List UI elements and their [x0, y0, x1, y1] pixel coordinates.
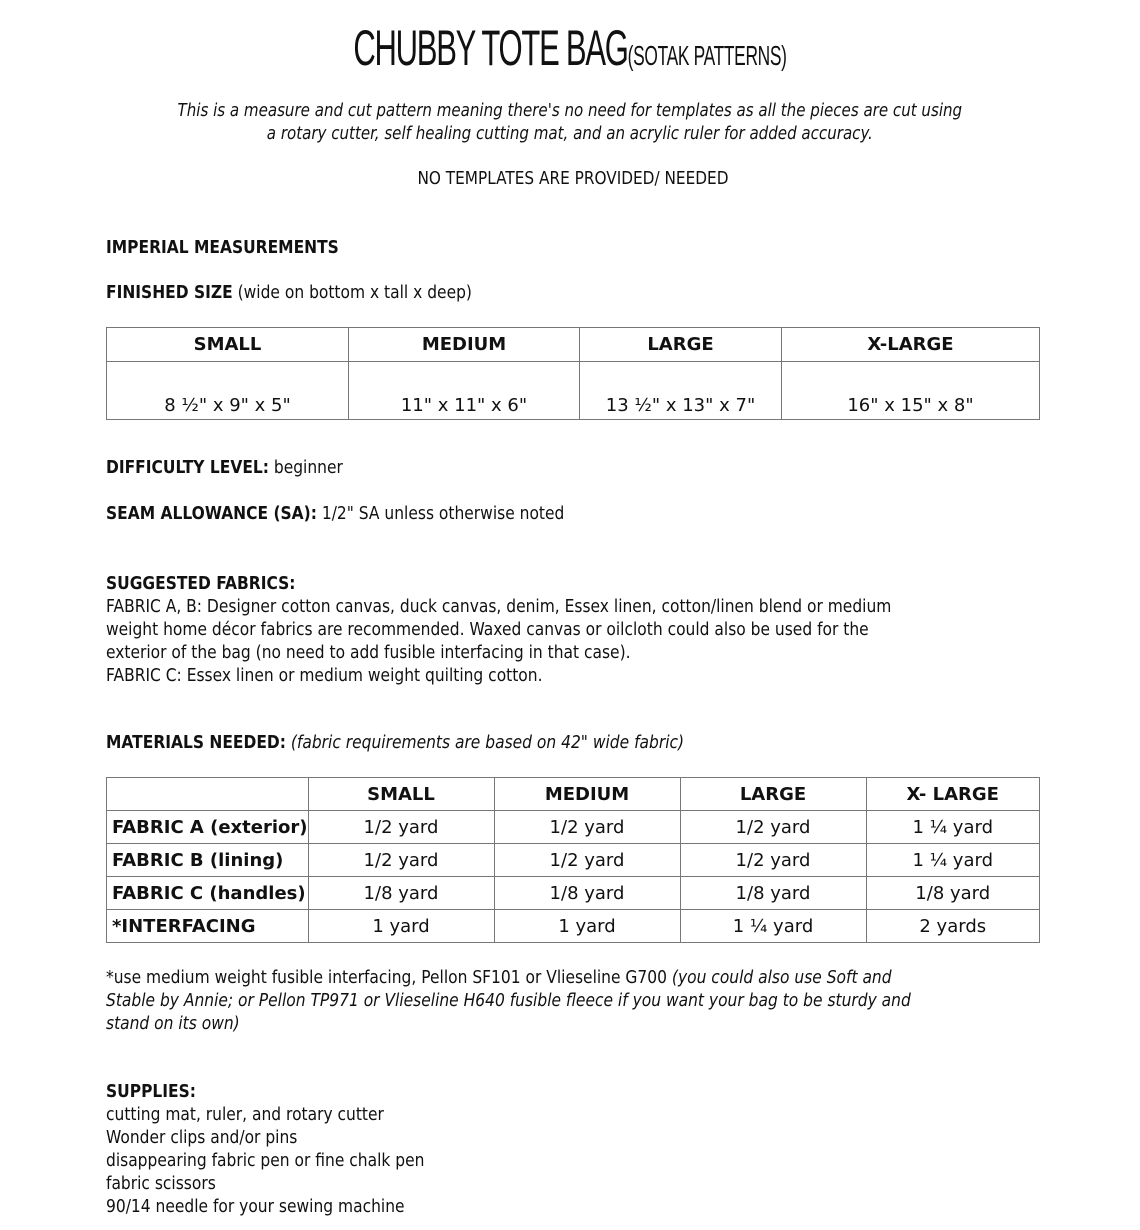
difficulty-value: beginner — [268, 457, 343, 478]
supplies-section — [106, 1080, 476, 1218]
no-templates-text: NO TEMPLATES ARE PROVIDED/ NEEDED — [417, 168, 729, 189]
materials-table — [106, 777, 1040, 943]
cell: 1 ¼ yard — [866, 844, 1040, 877]
table-row — [107, 877, 1040, 910]
materials-header-medium: MEDIUM — [494, 778, 680, 811]
finished-size-line — [106, 281, 532, 304]
cell: 1 yard — [494, 910, 680, 943]
intro-line-1: This is a measure and cut pattern meaning there's no need for templates as all the pieces are cut using — [177, 100, 963, 121]
cell: 1/2 yard — [494, 811, 680, 844]
title-sub: (SOTAK PATTERNS) — [627, 40, 787, 71]
finished-size-note: (wide on bottom x tall x deep) — [232, 282, 472, 303]
cell: 1/2 yard — [308, 811, 494, 844]
materials-needed-line — [106, 731, 778, 754]
seam-allowance-label: SEAM ALLOWANCE (SA): — [106, 503, 317, 524]
cell: 2 yards — [866, 910, 1040, 943]
cell: 1/8 yard — [308, 877, 494, 910]
row-label-fabric-a: FABRIC A (exterior) — [107, 811, 309, 844]
size-value-large: 13 ½" x 13" x 7" — [580, 362, 782, 420]
size-header-xlarge: X-LARGE — [782, 328, 1040, 362]
list-item: cutting mat, ruler, and rotary cutter — [106, 1104, 384, 1125]
materials-header-row — [107, 778, 1040, 811]
table-row — [107, 844, 1040, 877]
size-header-small: SMALL — [107, 328, 349, 362]
fabric-line-4: FABRIC C: Essex linen or medium weight quilting cotton. — [106, 665, 543, 686]
materials-label: MATERIALS NEEDED: — [106, 732, 286, 753]
cell: 1/2 yard — [680, 844, 866, 877]
seam-allowance-line — [106, 502, 639, 525]
difficulty-line — [106, 456, 381, 479]
page-title — [217, 18, 924, 86]
suggested-fabrics-heading: SUGGESTED FABRICS: — [106, 573, 296, 594]
fabric-line-3: exterior of the bag (no need to add fusible interfacing in that case). — [106, 642, 631, 663]
fabric-line-2: weight home décor fabrics are recommended. Waxed canvas or oilcloth could also be used for the — [106, 619, 869, 640]
row-label-fabric-b: FABRIC B (lining) — [107, 844, 309, 877]
cell: 1/2 yard — [680, 811, 866, 844]
list-item: Wonder clips and/or pins — [106, 1127, 298, 1148]
table-row — [107, 910, 1040, 943]
footnote-italic-1: (you could also use Soft and — [671, 967, 892, 988]
cell: 1/8 yard — [866, 877, 1040, 910]
footnote-plain: *use medium weight fusible interfacing, Pellon SF101 or Vlieseline G700 — [106, 967, 672, 988]
size-value-small: 8 ½" x 9" x 5" — [107, 362, 349, 420]
row-label-fabric-c: FABRIC C (handles) — [107, 877, 309, 910]
list-item: fabric scissors — [106, 1173, 216, 1194]
row-label-interfacing: *INTERFACING — [107, 910, 309, 943]
imperial-heading — [106, 236, 377, 259]
materials-header-small: SMALL — [308, 778, 494, 811]
list-item: disappearing fabric pen or fine chalk pen — [106, 1150, 425, 1171]
materials-header-blank — [107, 778, 309, 811]
seam-allowance-value: 1/2" SA unless otherwise noted — [316, 503, 565, 524]
cell: 1/2 yard — [494, 844, 680, 877]
cell: 1 ¼ yard — [680, 910, 866, 943]
finished-size-table — [106, 327, 1040, 420]
footnote-italic-2: Stable by Annie; or Pellon TP971 or Vlieseline H640 fusible fleece if you want your bag to be sturdy and — [106, 990, 911, 1011]
imperial-heading-text: IMPERIAL MEASUREMENTS — [106, 237, 339, 258]
no-templates-notice — [0, 167, 1140, 190]
materials-header-xlarge: X- LARGE — [866, 778, 1040, 811]
footnote-italic-3: stand on its own) — [106, 1013, 240, 1034]
cell: 1/2 yard — [308, 844, 494, 877]
finished-size-label: FINISHED SIZE — [106, 282, 233, 303]
size-value-medium: 11" x 11" x 6" — [349, 362, 580, 420]
intro-line-2: a rotary cutter, self healing cutting mat, and an acrylic ruler for added accuracy. — [266, 123, 874, 144]
title-main: CHUBBY TOTE BAG — [353, 20, 628, 76]
size-table-header-row — [107, 328, 1040, 362]
materials-note: (fabric requirements are based on 42" wide fabric) — [285, 732, 685, 753]
size-header-large: LARGE — [580, 328, 782, 362]
list-item: 90/14 needle for your sewing machine — [106, 1196, 405, 1217]
cell: 1/8 yard — [680, 877, 866, 910]
intro-paragraph — [100, 99, 1040, 145]
size-table-values-row — [107, 362, 1040, 420]
suggested-fabrics-section — [106, 572, 1019, 687]
difficulty-label: DIFFICULTY LEVEL: — [106, 457, 269, 478]
materials-header-large: LARGE — [680, 778, 866, 811]
cell: 1/8 yard — [494, 877, 680, 910]
size-header-medium: MEDIUM — [349, 328, 580, 362]
cell: 1 ¼ yard — [866, 811, 1040, 844]
cell: 1 yard — [308, 910, 494, 943]
table-row — [107, 811, 1040, 844]
interfacing-footnote — [106, 966, 1046, 1035]
supplies-heading: SUPPLIES: — [106, 1081, 196, 1102]
fabric-line-1: FABRIC A, B: Designer cotton canvas, duck canvas, denim, Essex linen, cotton/linen blend or medium — [106, 596, 892, 617]
size-value-xlarge: 16" x 15" x 8" — [782, 362, 1040, 420]
